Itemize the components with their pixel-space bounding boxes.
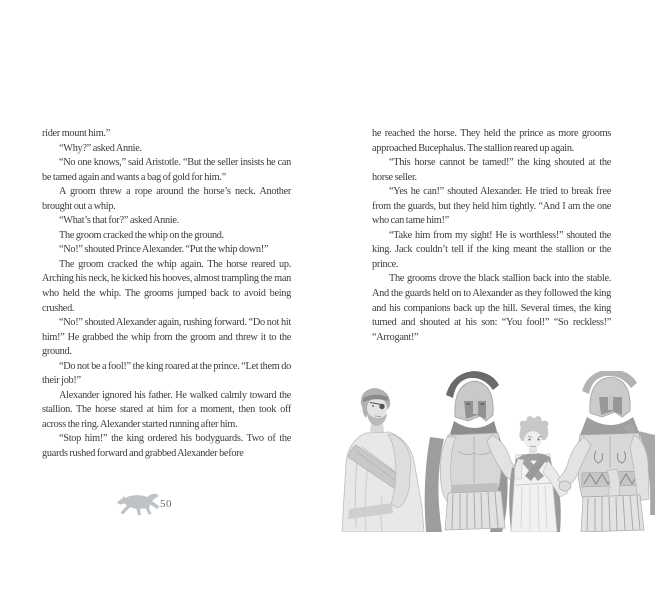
king-figure [342,388,424,532]
paragraph: “What’s that for?” asked Annie. [59,215,179,227]
paragraph: “This horse cannot be tamed!” the king shouted at the horse seller. [372,157,611,183]
paragraph: A groom threw a rope around the horse’s neck. Another brought out a whip. [42,186,291,212]
paragraph: “No one knows,” said Aristotle. “But the seller insists he can be tamed again and wants a bag of gold for him.” [42,157,291,183]
paragraph: “No!” shouted Prince Alexander. “Put the whip down!” [59,244,269,256]
paragraph: “Stop him!” the king ordered his bodyguards. Two of the guards rushed forward and grabbed Alexander before [42,433,291,460]
paragraph: “Why?” asked Annie. [59,142,142,154]
paragraph: The groom cracked the whip again. The horse reared up. Arching his neck, he kicked his hooves, almost trampling the man who held the whip. The grooms jumped back to avoid being crushed. [42,258,291,314]
paragraph: “Yes he can!” shouted Alexander. He tried to break free from the guards, but they held him tightly. “And I am the one who can tame him!” [372,186,611,227]
paragraph: “Do not be a fool!” the king roared at the prince. “Let them do their job!” [42,360,291,387]
boy-figure [509,416,568,532]
galloping-horse-icon [116,492,160,519]
paragraph: “No!” shouted Alexander again, rushing forward. “Do not hit him!” He grabbed the whip from the groom and threw it to the ground. [42,317,291,358]
paragraph: The grooms drove the black stallion back into the stable. And the guards held on to Alexander as they followed the king and his companions back up the hill. Several times, the king turned and shouted at his son: “You fool!” “So reckless!” “Arrogant!” [372,273,611,343]
page-footer [116,492,196,520]
story-illustration [334,371,655,532]
paragraph: Alexander ignored his father. He walked calmly toward the stallion. The horse stared at him for a moment, then took off across the ring. Alexander started running after him. [42,389,291,430]
paragraph: “Take him from my sight! He is worthless!” shouted the king. Jack couldn’t tell if the king meant the stallion or the prince. [372,229,611,270]
paragraph: The groom cracked the whip on the ground. [59,229,224,241]
paragraph: he reached the horse. They held the prince as more grooms approached Bucephalus. The stallion reared up again. [372,128,611,154]
page-number: 50 [160,498,172,510]
paragraph: rider mount him.” [42,128,110,139]
right-page-text [372,127,611,345]
guard-right-figure [558,371,655,532]
left-page-text [42,127,291,462]
